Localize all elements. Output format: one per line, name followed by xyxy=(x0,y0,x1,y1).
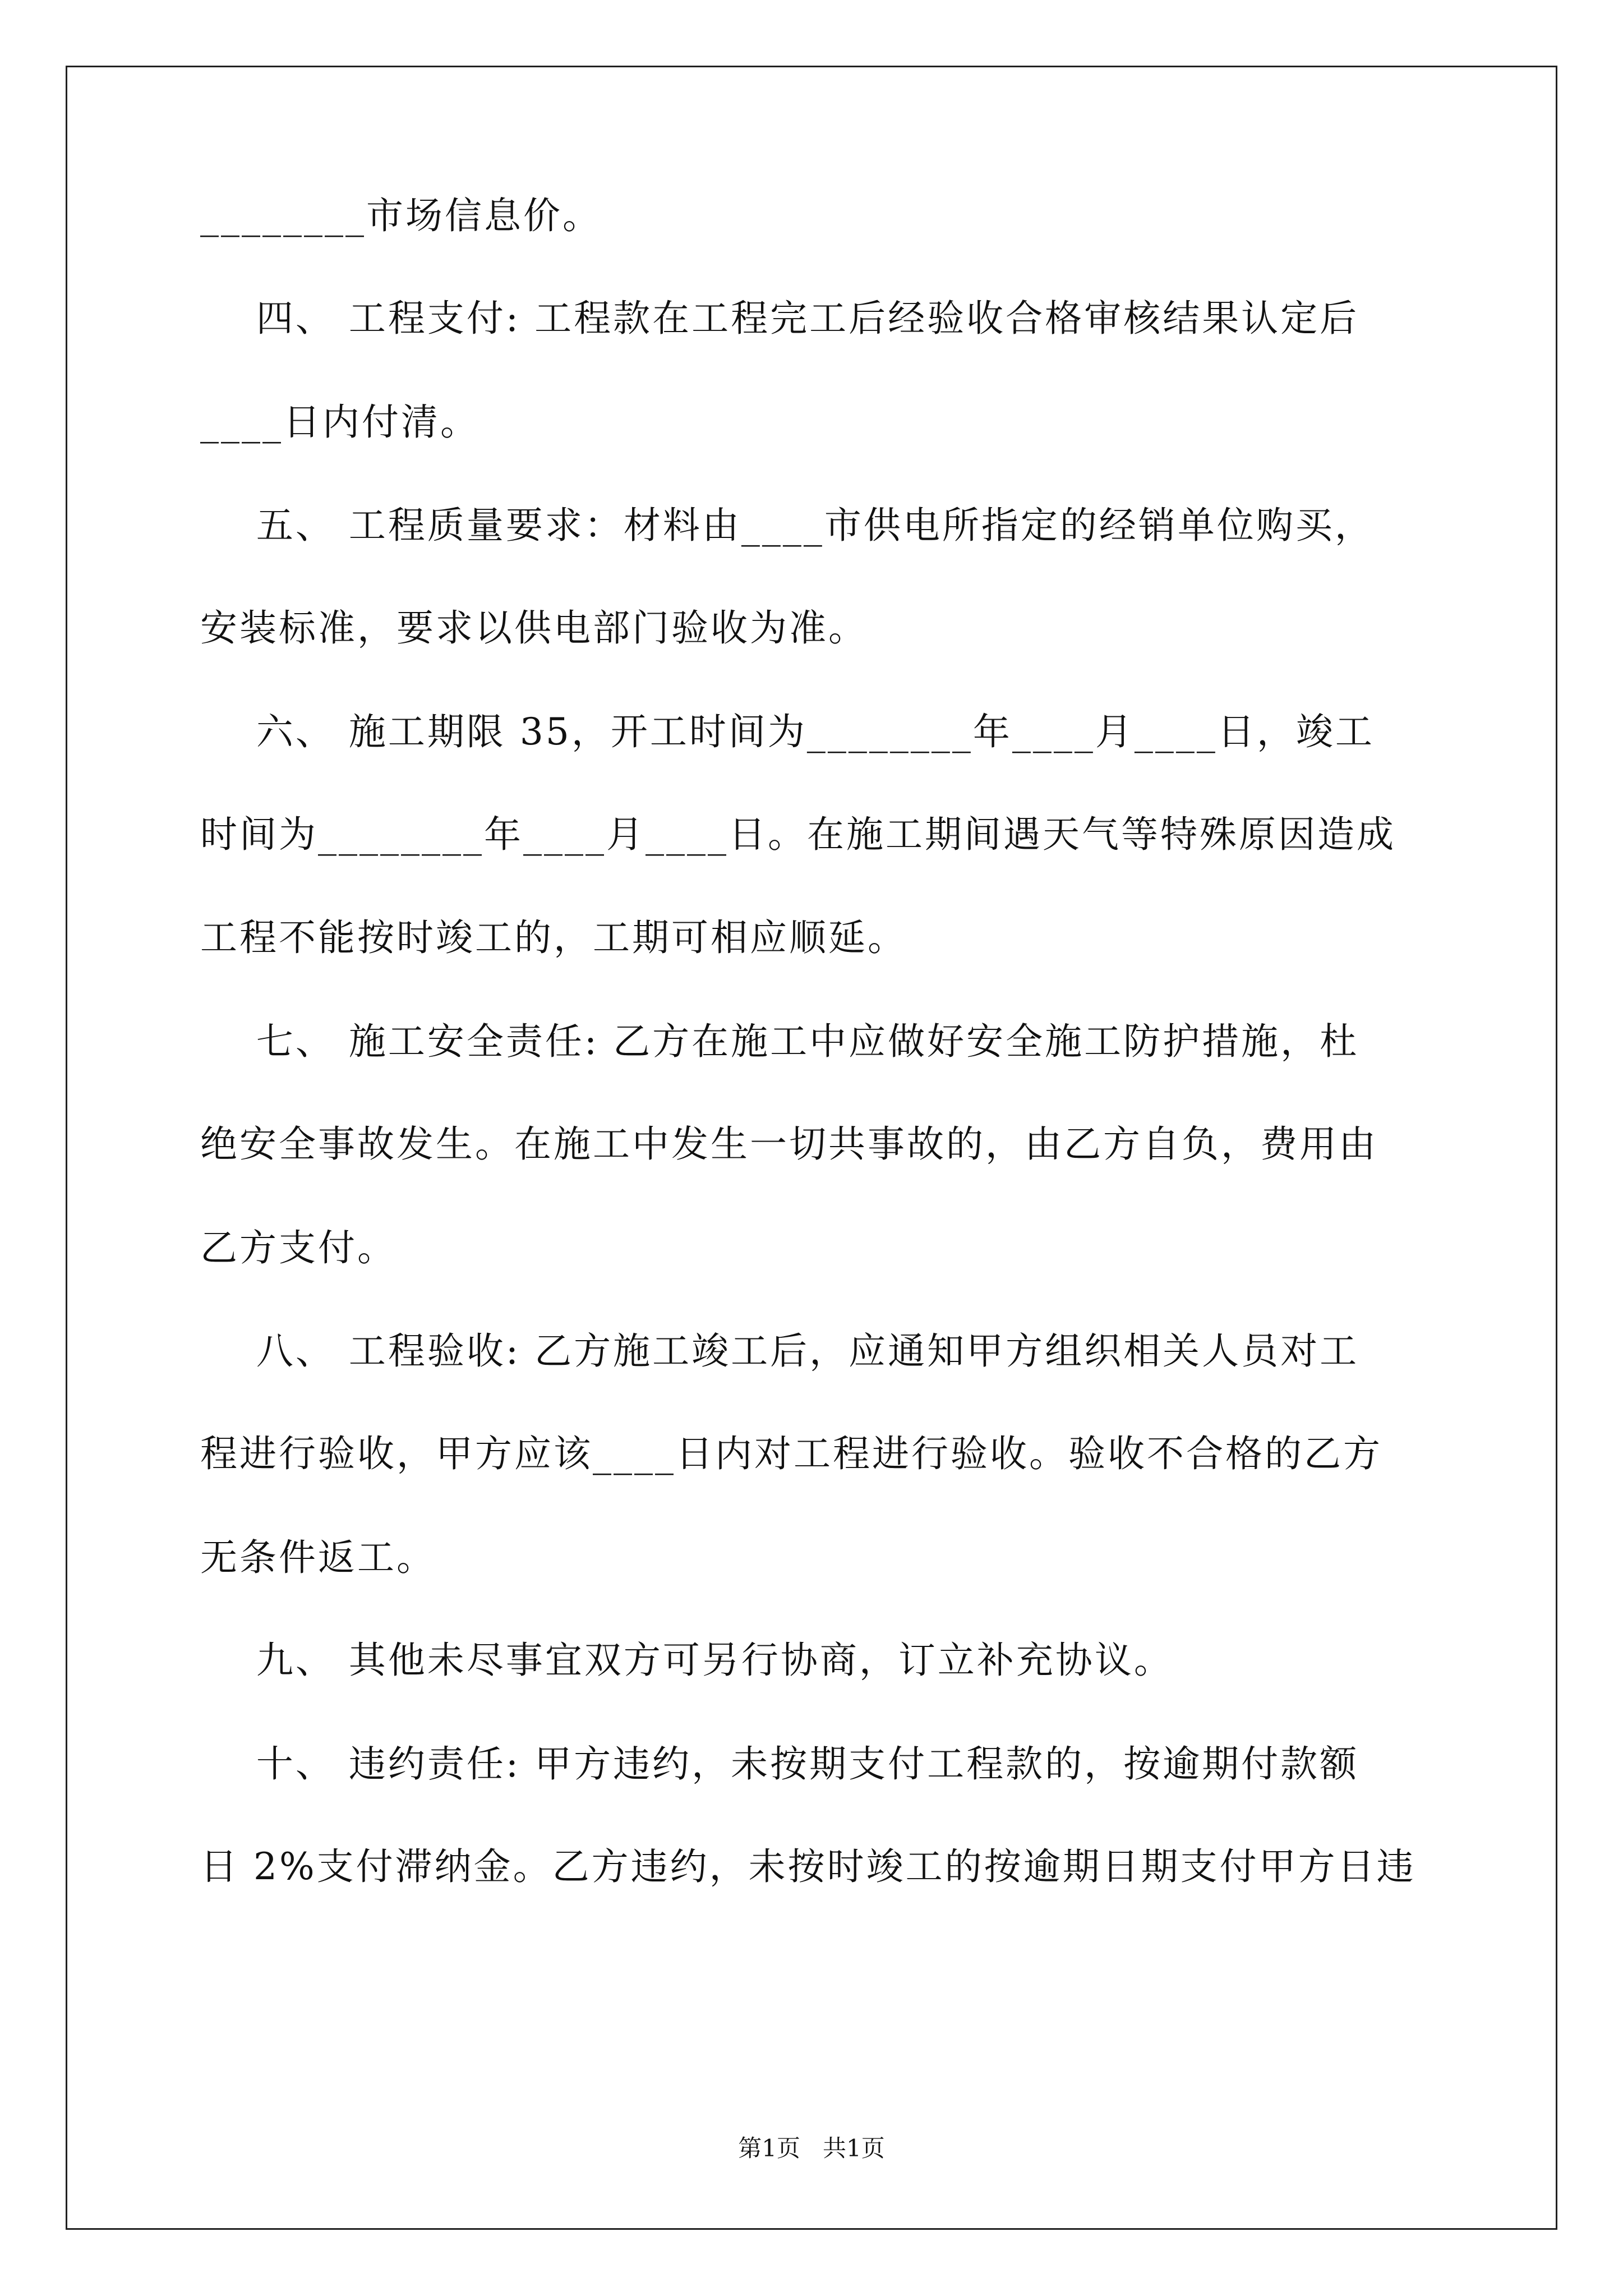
text-line: 安装标准，要求以供电部门验收为准。 xyxy=(200,606,868,650)
text-line: 时间为________年____月____日。在施工期间遇天气等特殊原因造成 xyxy=(200,813,1396,856)
text-line: ________市场信息价。 xyxy=(200,194,602,237)
text-line: 无条件返工。 xyxy=(200,1536,436,1579)
text-line: 五、 工程质量要求：材料由____市供电所指定的经销单位购买， xyxy=(200,504,1374,547)
text-line: 工程不能按时竣工的，工期可相应顺延。 xyxy=(200,916,907,959)
text-line: 四、 工程支付: 工程款在工程完工后经验收合格审核结果认定后 xyxy=(200,297,1359,340)
text-line: ____日内付清。 xyxy=(200,401,479,444)
text-line: 七、 施工安全责任: 乙方在施工中应做好安全施工防护措施，杜 xyxy=(200,1020,1359,1063)
text-line: 十、 违约责任: 甲方违约，未按期支付工程款的，按逾期付款额 xyxy=(200,1742,1359,1786)
text-line: 九、 其他未尽事宜双方可另行协商，订立补充协议。 xyxy=(200,1639,1173,1682)
text-line: 乙方支付。 xyxy=(200,1226,396,1269)
text-line: 八、 工程验收: 乙方施工竣工后，应通知甲方组织相关人员对工 xyxy=(200,1329,1359,1373)
text-line: 六、 施工期限 35，开工时间为________年____月____日，竣工 xyxy=(200,710,1375,753)
text-line: 绝安全事故发生。在施工中发生一切共事故的，由乙方自负，费用由 xyxy=(200,1122,1378,1166)
text-line: 日 2%支付滞纳金。乙方违约，未按时竣工的按逾期日期支付甲方日违 xyxy=(200,1845,1416,1888)
text-line: 程进行验收，甲方应该____日内对工程进行验收。验收不合格的乙方 xyxy=(200,1432,1382,1475)
page-number: 第1页 共1页 xyxy=(738,2134,885,2162)
